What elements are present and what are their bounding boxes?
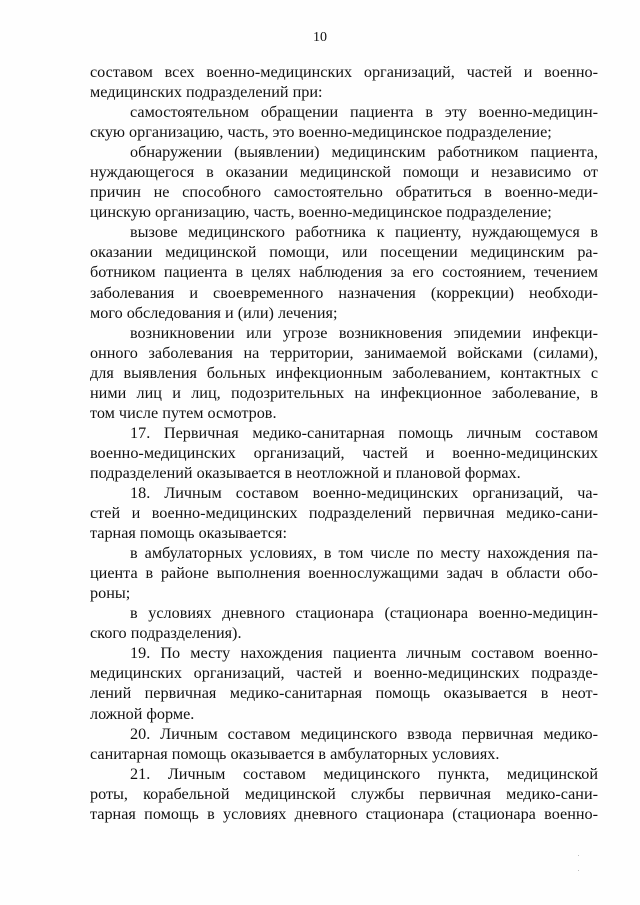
scan-speck — [578, 855, 579, 856]
text-line: цинскую организацию, часть, военно-медицинское подразделение; — [90, 203, 552, 222]
text-line: скую организацию, часть, это военно-медицинское подразделение; — [90, 123, 552, 142]
text-line: 20. Личным составом медицинского взвода первичная медико- — [130, 724, 598, 743]
text-line: составом всех военно-медицинских организаций, частей и военно- — [90, 63, 598, 81]
text-line: том числе путем осмотров. — [90, 403, 277, 422]
text-line: подразделений оказывается в неотложной и плановой формах. — [90, 463, 521, 482]
text-line: военно-медицинских организаций, частей и военно-медицинских — [90, 443, 598, 462]
text-line: 18. Личным составом военно-медицинских организаций, ча- — [130, 483, 598, 502]
text-line: 21. Личным составом медицинского пункта, медицинской — [130, 764, 598, 783]
text-line: мого обследования и (или) лечения; — [90, 303, 338, 322]
text-line: лений первичная медико-санитарная помощь оказывается в неот- — [90, 684, 598, 703]
page-number: 10 — [313, 30, 327, 45]
text-line: ботником пациента в целях наблюдения за его состоянием, течением — [90, 263, 598, 282]
text-line: ними лиц и лиц, подозрительных на инфекционное заболевание, в — [90, 383, 598, 402]
text-line: оказании медицинской помощи, или посещении медицинским ра- — [90, 243, 598, 262]
text-line: ложной форме. — [90, 704, 195, 723]
text-line: роны; — [90, 584, 131, 603]
text-line: онного заболевания на территории, занимаемой войсками (силами), — [90, 343, 598, 362]
text-line: самостоятельном обращении пациента в эту военно-медицин- — [130, 103, 598, 122]
text-line: в условиях дневного стационара (стационара военно-медицин- — [130, 604, 598, 623]
text-line: в амбулаторных условиях, в том числе по месту нахождения па- — [130, 544, 598, 563]
text-line: 19. По месту нахождения пациента личным составом военно- — [130, 644, 598, 663]
text-line: возникновении или угрозе возникновения эпидемии инфекци- — [130, 323, 598, 342]
text-line: обнаружении (выявлении) медицинским работником пациента, — [130, 143, 598, 162]
text-line: медицинских организаций, частей и военно-медицинских подразде- — [90, 664, 598, 683]
body-text — [90, 62, 598, 824]
text-line: ского подразделения). — [90, 624, 242, 643]
text-line: тарная помощь оказывается: — [90, 524, 287, 543]
text-line: тарная помощь в условиях дневного стационара (стационара военно- — [90, 804, 598, 823]
text-line: циента в районе выполнения военнослужащими задач в области обо- — [90, 564, 598, 583]
text-line: вызове медицинского работника к пациенту, нуждающемуся в — [130, 223, 598, 242]
text-line: для выявления больных инфекционным заболеванием, контактных с — [90, 363, 598, 382]
text-line: медицинских подразделений при: — [90, 83, 323, 102]
text-line: нуждающегося в оказании медицинской помощи и независимо от — [90, 163, 598, 182]
text-line: стей и военно-медицинских подразделений первичная медико-сани- — [90, 504, 598, 523]
text-line: причин не способного самостоятельно обратиться в военно-меди- — [90, 183, 598, 202]
scan-speck — [578, 870, 579, 871]
text-line: санитарная помощь оказывается в амбулаторных условиях. — [90, 744, 500, 763]
text-line: заболевания и своевременного назначения (коррекции) необходи- — [90, 283, 598, 302]
text-line: 17. Первичная медико-санитарная помощь личным составом — [130, 423, 598, 442]
text-line: роты, корабельной медицинской службы первичная медико-сани- — [90, 784, 598, 803]
